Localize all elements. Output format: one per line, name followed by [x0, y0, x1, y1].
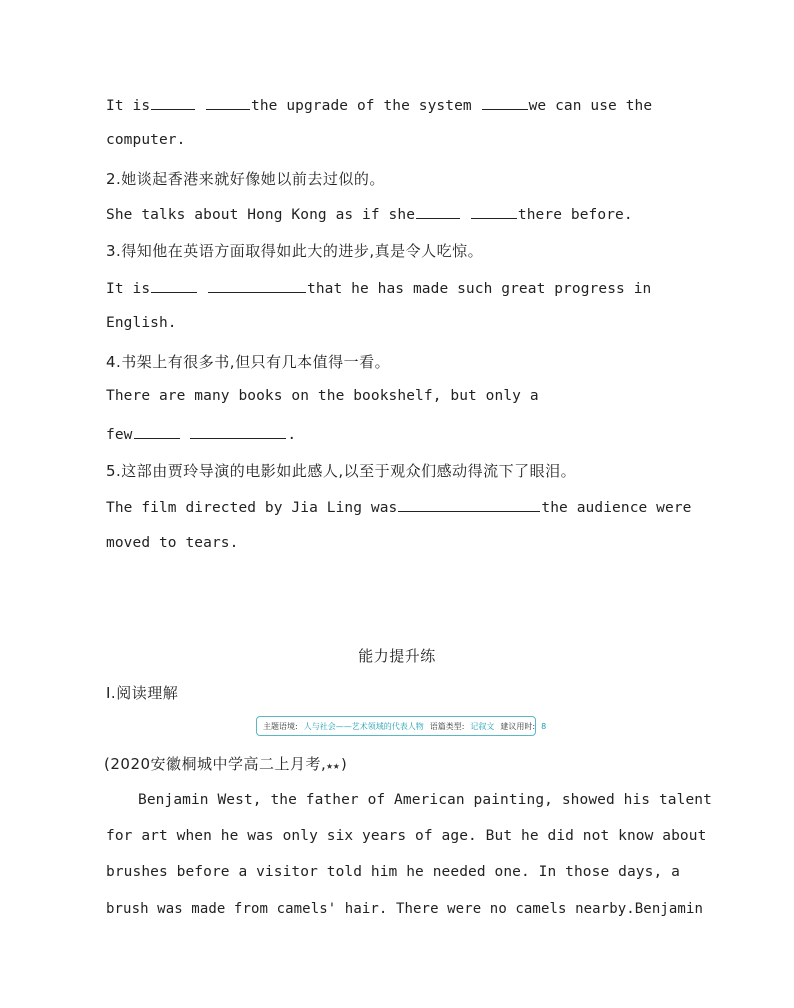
q1-line2: computer. [106, 132, 186, 148]
q4-chinese: 4.书架上有很多书,但只有几本值得一看。 [106, 353, 391, 371]
q4-text-a: few [106, 427, 133, 443]
q3-text-a: It is [106, 281, 151, 297]
q5-english-line2: moved to tears. [106, 535, 239, 551]
q2-text-b: there before. [517, 207, 633, 223]
type-value: 记叙文 [470, 721, 495, 731]
part-title: Ⅰ.阅读理解 [106, 684, 179, 702]
q3-text-b: that he has made such great progress in [307, 281, 652, 297]
answer-blank[interactable] [482, 96, 528, 110]
q4-english: There are many books on the bookshelf, but only a [106, 388, 539, 404]
passage-line-2: for art when he was only six years of age. But he did not know about [106, 828, 707, 844]
q1-text-b: the upgrade of the system [251, 98, 472, 114]
time-value: 8 [541, 721, 547, 731]
passage-line-3: brushes before a visitor told him he needed one. In those days, a [106, 864, 680, 880]
time-label: 建议用时: [500, 721, 536, 731]
q5-text-a: The film directed by Jia Ling was [106, 500, 398, 516]
passage-line-1: Benjamin West, the father of American painting, showed his talent [138, 792, 712, 808]
passage-line-4: brush was made from camels' hair. There were no camels nearby.Benjamin [106, 901, 704, 917]
section-title: 能力提升练 [358, 647, 436, 665]
difficulty-stars-icon: ★★ [326, 759, 340, 772]
q5-chinese: 5.这部由贾玲导演的电影如此感人,以至于观众们感动得流下了眼泪。 [106, 462, 577, 480]
q4-english-line2 [106, 425, 296, 443]
q5-text-b: the audience were [541, 500, 692, 516]
answer-blank[interactable] [471, 205, 517, 219]
q5-english [106, 498, 692, 516]
q2-english [106, 205, 633, 223]
q1-text-a: It is [106, 98, 151, 114]
q1-line1 [106, 96, 652, 114]
type-label: 语篇类型: [429, 721, 465, 731]
answer-blank[interactable] [398, 498, 540, 512]
topic-info-box [256, 716, 547, 736]
q3-english [106, 279, 651, 297]
q2-chinese: 2.她谈起香港来就好像她以前去过似的。 [106, 170, 385, 188]
q3-english-line2: English. [106, 315, 177, 331]
q2-text-a: She talks about Hong Kong as if she [106, 207, 416, 223]
answer-blank[interactable] [206, 96, 250, 110]
answer-blank[interactable] [134, 425, 180, 439]
q1-text-c: we can use the [528, 98, 653, 114]
source-close: ) [339, 757, 349, 773]
answer-blank[interactable] [208, 279, 306, 293]
answer-blank[interactable] [190, 425, 286, 439]
answer-blank[interactable] [151, 96, 195, 110]
theme-label: 主题语境: [263, 721, 298, 731]
theme-value: 人与社会——艺术领域的代表人物 [303, 721, 424, 731]
q4-text-b: . [287, 427, 297, 443]
source-line [104, 753, 349, 774]
source-text: (2020安徽桐城中学高二上月考, [104, 755, 327, 773]
answer-blank[interactable] [151, 279, 197, 293]
q3-chinese: 3.得知他在英语方面取得如此大的进步,真是令人吃惊。 [106, 242, 484, 260]
answer-blank[interactable] [416, 205, 460, 219]
